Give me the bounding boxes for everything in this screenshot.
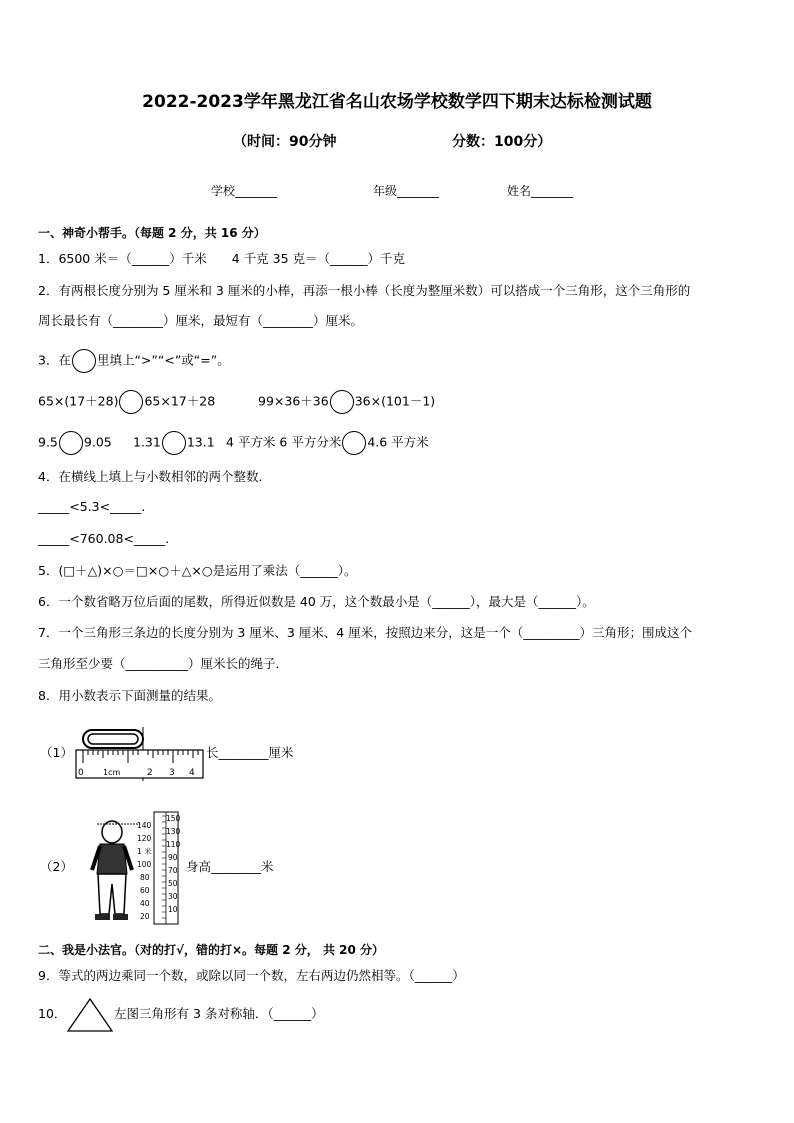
scale-label: 90	[168, 853, 178, 862]
expr-right: 13.1	[186, 434, 215, 450]
ruler-with-clip-figure	[75, 727, 205, 783]
question-4: 4．在横线上填上与小数相邻的两个整数．	[38, 469, 271, 484]
question-7-line-2: 三角形至少要（__________）厘米长的绳子．	[38, 656, 289, 671]
answer-circle[interactable]	[162, 431, 186, 455]
question-7-line-1: 7．一个三角形三条边的长度分别为 3 厘米、3 厘米、4 厘米，按照边来分，这是一个（_________）三角形；围成这个	[38, 625, 692, 640]
scale-label: 30	[168, 892, 178, 901]
question-8-2-answer: 身高________米	[186, 859, 274, 874]
answer-circle[interactable]	[119, 390, 143, 414]
question-8-2-label: （2）	[40, 859, 73, 874]
ruler-unit: 1cm	[103, 768, 121, 777]
answer-circle[interactable]	[59, 431, 83, 455]
scale-label: 40	[140, 899, 150, 908]
question-2-line-1: 2．有两根长度分别为 5 厘米和 3 厘米的小棒，再添一根小棒（长度为整厘米数）可以搭成一个三角形，这个三角形的	[38, 283, 691, 298]
answer-circle[interactable]	[342, 431, 366, 455]
question-6: 6．一个数省略万位后面的尾数，所得近似数是 40 万，这个数最小是（______），最大是（______）。	[38, 594, 595, 609]
question-8-1-answer: 长________厘米	[206, 745, 294, 760]
expr-left: 1.31	[133, 434, 161, 450]
boy-figure-icon	[92, 821, 140, 920]
question-3-row-1b	[258, 390, 435, 414]
scale-label: 110	[166, 840, 181, 849]
school-field: 学校_______	[211, 184, 278, 198]
question-3-row-2b	[133, 431, 215, 455]
question-9: 9．等式的两边乘同一个数，或除以同一个数，左右两边仍然相等。（______）	[38, 968, 465, 983]
scale-label: 50	[168, 879, 178, 888]
expr-right: 4.6 平方米	[367, 434, 429, 450]
paperclip-icon	[83, 730, 143, 748]
question-8-1-label: （1）	[40, 745, 73, 760]
question-3-row-1	[38, 390, 215, 414]
expr-right: 36×(101－1)	[354, 393, 436, 409]
ruler-tick: 3	[169, 768, 175, 778]
height-measure-figure	[82, 810, 182, 928]
question-10: 左图三角形有 3 条对称轴．（______）	[114, 1006, 324, 1021]
scale-label: 80	[140, 873, 150, 882]
expr-left: 65×(17＋28)	[38, 393, 119, 409]
question-3-row-2a	[38, 431, 112, 455]
question-3-prefix: 3．在	[38, 352, 71, 368]
question-3-row-2c	[226, 431, 429, 455]
question-3	[38, 349, 230, 373]
name-field: 姓名_______	[507, 184, 574, 198]
question-4-line-2: _____<760.08<_____.	[38, 531, 170, 546]
page-title: 2022-2023学年黑龙江省名山农场学校数学四下期末达标检测试题	[142, 92, 652, 112]
answer-circle[interactable]	[330, 390, 354, 414]
expr-right: 9.05	[83, 434, 112, 450]
section-1-heading: 一、神奇小帮手。（每题 2 分，共 16 分）	[38, 226, 266, 240]
scale-label: 120	[137, 834, 152, 843]
grade-field: 年级_______	[373, 184, 440, 198]
scale-label: 140	[137, 821, 152, 830]
svg-text:0: 0	[78, 768, 84, 778]
question-3-suffix: 里填上“>”“<”或“=”。	[96, 352, 230, 368]
triangle-icon	[66, 997, 114, 1033]
exam-score: 分数：100分）	[452, 134, 552, 150]
ruler-tick: 4	[189, 768, 195, 778]
scale-label: 150	[166, 814, 181, 823]
question-8: 8．用小数表示下面测量的结果。	[38, 688, 221, 703]
question-5: 5．(□＋△)×○＝□×○＋△×○是运用了乘法（______）。	[38, 563, 357, 578]
expr-left: 9.5	[38, 434, 58, 450]
expr-left: 4 平方米 6 平方分米	[226, 434, 342, 450]
question-10-number: 10．	[38, 1006, 67, 1021]
section-2-heading: 二、我是小法官。（对的打√，错的打×。每题 2 分， 共 20 分）	[38, 943, 384, 957]
scale-label: 130	[166, 827, 181, 836]
scale-label: 10	[168, 905, 178, 914]
expr-left: 99×36＋36	[258, 393, 329, 409]
ruler-body	[76, 750, 203, 778]
expr-right: 65×17＋28	[144, 393, 216, 409]
scale-label: 20	[140, 912, 150, 921]
scale-label: 70	[168, 866, 178, 875]
scale-label: 1 米	[137, 847, 152, 856]
scale-label: 60	[140, 886, 150, 895]
ruler-tick: 2	[147, 768, 153, 778]
scale-label: 100	[137, 860, 152, 869]
compare-circle	[72, 349, 96, 373]
exam-time: （时间：90分钟	[233, 134, 337, 150]
question-1: 1．6500 米＝（______）千米 4 千克 35 克＝（______）千克	[38, 251, 406, 266]
question-4-line-1: _____<5.3<_____.	[38, 499, 146, 514]
question-2-line-2: 周长最长有（________）厘米，最短有（________）厘米。	[38, 313, 364, 328]
